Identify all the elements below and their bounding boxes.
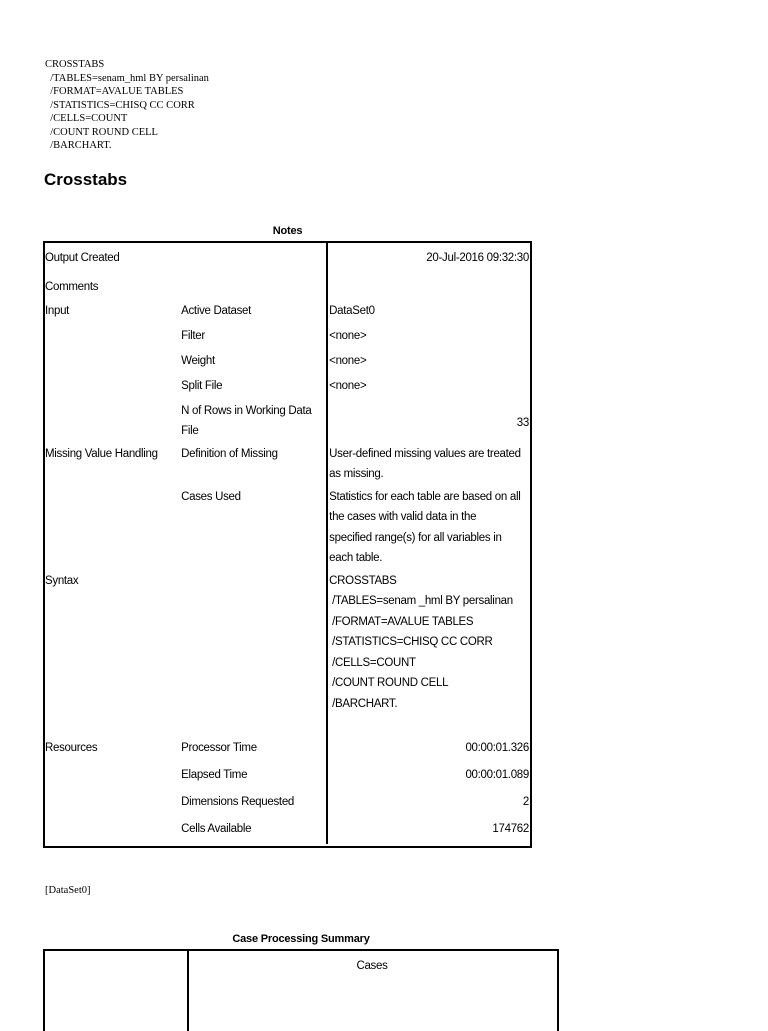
n-rows-value: 33 bbox=[327, 398, 531, 442]
elapsed-time-value: 00:00:01.089 bbox=[327, 762, 531, 789]
syntax-line: /FORMAT=AVALUE TABLES bbox=[45, 86, 184, 97]
row-label-comments: Comments bbox=[45, 281, 99, 293]
dataset-tag: [DataSet0] bbox=[45, 885, 91, 896]
text-line: the cases with valid data in the bbox=[329, 511, 477, 523]
output-created-value: 20-Jul-2016 09:32:30 bbox=[327, 241, 531, 277]
table-row bbox=[44, 762, 531, 789]
processor-time-value: 00:00:01.326 bbox=[327, 735, 531, 762]
table-row bbox=[44, 348, 531, 373]
cells-available-value: 174762 bbox=[327, 816, 531, 844]
row-label-input: Input bbox=[45, 304, 70, 317]
split-file-value: <none> bbox=[327, 373, 531, 398]
filter-label: Filter bbox=[181, 329, 205, 342]
definition-missing-value bbox=[327, 442, 531, 485]
cells-available-label: Cells Available bbox=[181, 822, 252, 835]
table-row bbox=[44, 816, 531, 844]
syntax-block bbox=[45, 58, 209, 153]
row-label-syntax: Syntax bbox=[45, 574, 79, 587]
table-row bbox=[44, 442, 531, 485]
syntax-line: /TABLES=senam_hml BY persalinan bbox=[45, 72, 209, 84]
table-row bbox=[44, 373, 531, 398]
table-row bbox=[44, 398, 531, 442]
table-row bbox=[44, 277, 531, 298]
cases-column-header: Cases bbox=[356, 960, 388, 972]
n-rows-label bbox=[181, 398, 327, 442]
text-line: specified range(s) for all variables in bbox=[329, 531, 502, 544]
dimensions-requested-label: Dimensions Requested bbox=[181, 795, 295, 808]
table-row bbox=[44, 323, 531, 348]
syntax-value bbox=[327, 569, 531, 735]
text-line: /STATISTICS=CHISQ CC CORR bbox=[329, 636, 493, 648]
row-label-missing: Missing Value Handling bbox=[45, 447, 158, 460]
syntax-line: /BARCHART. bbox=[45, 140, 112, 151]
cases-used-value bbox=[327, 485, 531, 569]
syntax-line: /COUNT ROUND CELL bbox=[45, 126, 158, 138]
text-line: /COUNT ROUND CELL bbox=[329, 677, 449, 689]
crosstabs-heading: Crosstabs bbox=[44, 170, 128, 189]
syntax-line: /STATISTICS=CHISQ CC CORR bbox=[45, 99, 195, 111]
notes-table bbox=[44, 241, 531, 844]
split-file-label: Split File bbox=[181, 379, 223, 392]
text-line: as missing. bbox=[329, 468, 384, 480]
active-dataset-label: Active Dataset bbox=[181, 304, 252, 317]
table-row bbox=[44, 298, 531, 323]
text-line: /BARCHART. bbox=[329, 697, 398, 710]
text-line: CROSSTABS bbox=[329, 574, 397, 587]
elapsed-time-label: Elapsed Time bbox=[181, 768, 248, 781]
weight-value: <none> bbox=[327, 348, 531, 373]
row-label-resources: Resources bbox=[45, 741, 98, 754]
weight-label: Weight bbox=[181, 354, 215, 367]
syntax-line: /CELLS=COUNT bbox=[45, 113, 128, 124]
active-dataset-value: DataSet0 bbox=[327, 298, 531, 323]
case-processing-summary-title: Case Processing Summary bbox=[232, 933, 370, 945]
dimensions-requested-value: 2 bbox=[327, 789, 531, 816]
text-line: each table. bbox=[329, 552, 383, 564]
text-line: User-defined missing values are treated bbox=[329, 447, 521, 460]
table-row bbox=[44, 241, 531, 277]
definition-missing-label: Definition of Missing bbox=[181, 447, 278, 460]
filter-value: <none> bbox=[327, 323, 531, 348]
comments-value bbox=[327, 277, 531, 298]
text-line: /CELLS=COUNT bbox=[329, 656, 416, 669]
text-line: /TABLES=senam _hml BY persalinan bbox=[329, 595, 513, 607]
text-line: /FORMAT=AVALUE TABLES bbox=[329, 615, 474, 628]
row-label-output-created: Output Created bbox=[45, 252, 120, 264]
table-row bbox=[44, 789, 531, 816]
cases-used-label: Cases Used bbox=[181, 490, 241, 503]
n-rows-label-line: N of Rows in Working Data bbox=[181, 404, 312, 417]
syntax-line: CROSSTABS bbox=[45, 59, 105, 70]
table-row bbox=[44, 485, 531, 569]
table-row bbox=[44, 569, 531, 735]
table-row bbox=[44, 735, 531, 762]
n-rows-label-line: File bbox=[181, 425, 199, 437]
text-line: Statistics for each table are based on all bbox=[329, 490, 521, 503]
processor-time-label: Processor Time bbox=[181, 741, 257, 754]
notes-table-title: Notes bbox=[272, 225, 303, 237]
